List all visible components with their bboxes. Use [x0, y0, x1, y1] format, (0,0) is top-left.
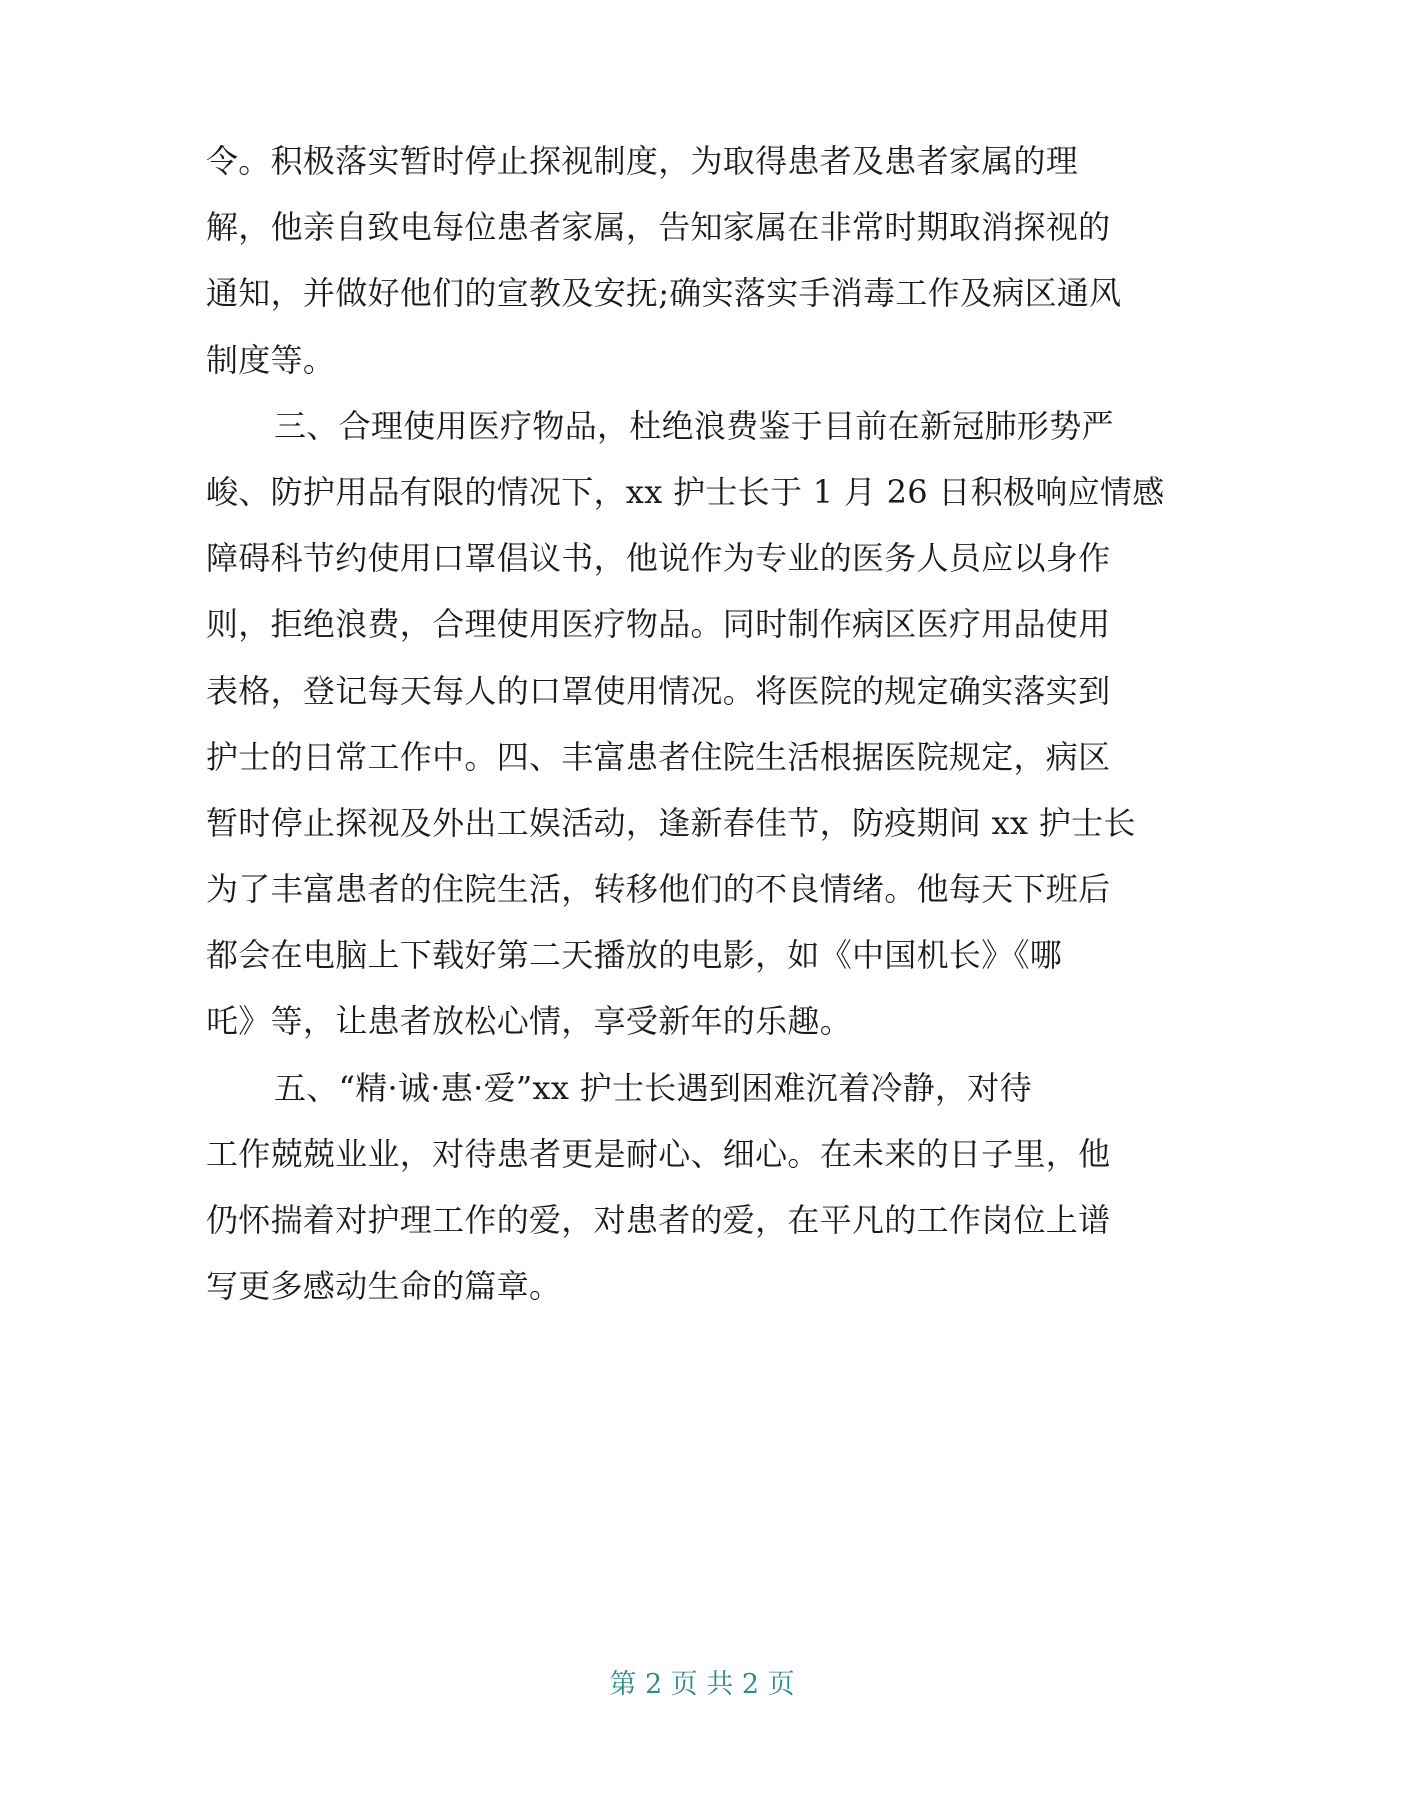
text-line: 仍怀揣着对护理工作的爱，对患者的爱，在平凡的工作岗位上谱 — [206, 1201, 1111, 1239]
paragraph-start-line: 五、“精·诚·惠·爱”xx 护士长遇到困难沉着冷静，对待 — [274, 1068, 1032, 1107]
text-line: 写更多感动生命的篇章。 — [206, 1267, 562, 1306]
text-line: 障碍科节约使用口罩倡议书，他说作为专业的医务人员应以身作 — [206, 539, 1111, 578]
text-line: 表格，登记每天每人的口罩使用情况。将医院的规定确实落实到 — [206, 671, 1111, 710]
text-line: 制度等。 — [206, 340, 336, 379]
paragraph-start-line: 三、合理使用医疗物品，杜绝浪费鉴于目前在新冠肺形势严 — [274, 406, 1114, 445]
text-line: 通知，并做好他们的宣教及安抚;确实落实手消毒工作及病区通风 — [206, 274, 1122, 313]
text-line: 工作兢兢业业，对待患者更是耐心、细心。在未来的日子里，他 — [206, 1134, 1111, 1173]
text-line: 则，拒绝浪费，合理使用医疗物品。同时制作病区医疗用品使用 — [206, 605, 1111, 644]
text-line: 暂时停止探视及外出工娱活动，逢新春佳节，防疫期间 xx 护士长 — [206, 803, 1136, 842]
text-line: 峻、防护用品有限的情况下，xx 护士长于 1 月 26 日积极响应情感 — [206, 472, 1165, 511]
page-footer — [0, 1668, 1404, 1702]
body-text — [206, 128, 1206, 1319]
text-line: 都会在电脑上下载好第二天播放的电影，如《中国机长》《哪 — [206, 936, 1063, 975]
text-line: 解，他亲自致电每位患者家属，告知家属在非常时期取消探视的 — [206, 208, 1111, 247]
text-line: 为了丰富患者的住院生活，转移他们的不良情绪。他每天下班后 — [206, 870, 1111, 909]
text-line: 护士的日常工作中。四、丰富患者住院生活根据医院规定，病区 — [206, 737, 1111, 776]
text-line: 吒》等，让患者放松心情，享受新年的乐趣。 — [206, 1002, 853, 1041]
page-number-label: 第 2 页 共 2 页 — [609, 1669, 795, 1700]
text-line: 令。积极落实暂时停止探视制度，为取得患者及患者家属的理 — [206, 142, 1079, 180]
